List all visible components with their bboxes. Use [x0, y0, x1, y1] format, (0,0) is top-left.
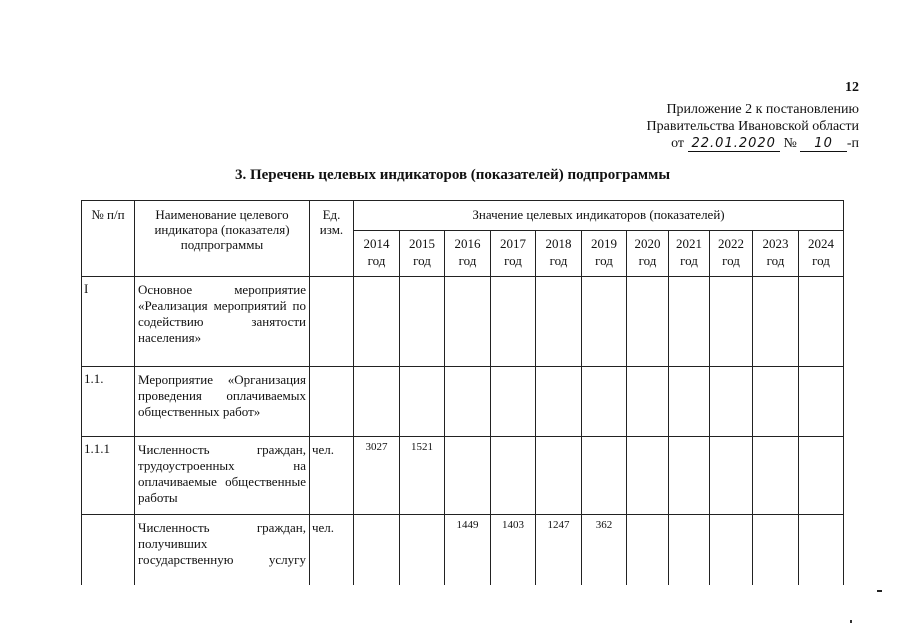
header-values: Значение целевых индикаторов (показателей) — [354, 201, 844, 231]
indicator-unit — [310, 277, 354, 367]
year-header — [582, 231, 627, 277]
year-label: 2024 — [808, 236, 834, 251]
indicator-name: Основное мероприятие «Реализация мероприятий по содействию занятости населения» — [135, 277, 310, 367]
indicator-value — [753, 437, 799, 515]
indicator-value — [669, 277, 710, 367]
indicator-value — [400, 515, 445, 585]
year-label: 2015 — [409, 236, 435, 251]
year-unit: год — [367, 253, 386, 268]
header-num: № п/п — [82, 201, 135, 277]
year-header — [445, 231, 491, 277]
indicator-value — [627, 367, 669, 437]
indicator-value — [627, 437, 669, 515]
appendix-line2: Правительства Ивановской области — [646, 119, 859, 134]
indicator-value — [354, 515, 400, 585]
year-label: 2022 — [718, 236, 744, 251]
year-header — [753, 231, 799, 277]
indicator-value — [753, 367, 799, 437]
table-body — [82, 277, 844, 585]
appendix-from-label: от — [671, 136, 684, 151]
indicator-value — [536, 277, 582, 367]
indicator-value: 1247 — [536, 515, 582, 585]
year-unit: год — [458, 253, 477, 268]
indicator-name: Численность граждан, получивших государственную услугу — [135, 515, 310, 585]
indicator-value — [799, 277, 844, 367]
year-unit: год — [680, 253, 698, 268]
appendix-block — [647, 101, 859, 152]
indicator-value: 1449 — [445, 515, 491, 585]
appendix-line1: Приложение 2 к постановлению — [666, 102, 859, 117]
year-label: 2021 — [676, 236, 702, 251]
year-unit: год — [722, 253, 740, 268]
indicator-value — [400, 367, 445, 437]
section-title: 3. Перечень целевых индикаторов (показателей) подпрограммы — [234, 167, 671, 183]
indicator-value — [445, 277, 491, 367]
indicator-value — [491, 277, 536, 367]
row-number: 1.1.1 — [82, 437, 135, 515]
scan-mark — [877, 590, 882, 592]
indicator-value — [582, 277, 627, 367]
indicator-unit — [310, 367, 354, 437]
indicator-value — [445, 367, 491, 437]
indicator-value — [669, 515, 710, 585]
year-unit: год — [766, 253, 785, 268]
indicator-value — [354, 367, 400, 437]
year-unit: год — [595, 253, 613, 268]
indicator-name: Численность граждан, трудоустроенных на оплачиваемые общественные работы — [135, 437, 310, 515]
year-label: 2020 — [634, 236, 661, 251]
table-row — [82, 277, 844, 367]
year-header — [536, 231, 582, 277]
year-unit: год — [549, 253, 568, 268]
year-unit: год — [504, 253, 522, 268]
indicator-value — [627, 515, 669, 585]
header-row — [82, 201, 844, 231]
table-row — [82, 437, 844, 515]
indicator-value — [491, 367, 536, 437]
header-unit: Ед. изм. — [310, 201, 354, 277]
indicator-unit: чел. — [310, 515, 354, 585]
indicator-value: 362 — [582, 515, 627, 585]
year-label: 2016 — [454, 236, 481, 251]
year-label: 2018 — [545, 236, 572, 251]
indicator-value — [400, 277, 445, 367]
indicator-value: 1403 — [491, 515, 536, 585]
indicator-value — [491, 437, 536, 515]
year-unit: год — [812, 253, 830, 268]
indicator-value — [710, 367, 753, 437]
year-header — [627, 231, 669, 277]
indicator-value — [582, 437, 627, 515]
indicator-value — [710, 515, 753, 585]
year-unit: год — [638, 253, 657, 268]
indicator-value: 3027 — [354, 437, 400, 515]
scan-mark — [850, 620, 852, 623]
appendix-number-label: № — [783, 136, 797, 151]
year-header — [669, 231, 710, 277]
appendix-line3 — [647, 135, 859, 152]
year-label: 2017 — [500, 236, 526, 251]
indicator-value — [799, 437, 844, 515]
year-label: 2019 — [591, 236, 617, 251]
year-unit: год — [413, 253, 431, 268]
appendix-number: 10 — [800, 136, 847, 152]
indicator-value — [710, 277, 753, 367]
indicator-value — [799, 367, 844, 437]
row-number: 1.1. — [82, 367, 135, 437]
indicator-value: 1521 — [400, 437, 445, 515]
indicator-value — [536, 367, 582, 437]
indicator-value — [627, 277, 669, 367]
indicator-value — [445, 437, 491, 515]
year-label: 2023 — [762, 236, 789, 251]
year-label: 2014 — [363, 236, 390, 251]
indicators-table — [81, 200, 844, 585]
year-header — [491, 231, 536, 277]
indicator-value — [354, 277, 400, 367]
indicator-value — [799, 515, 844, 585]
table-row — [82, 367, 844, 437]
year-header — [354, 231, 400, 277]
indicator-value — [753, 277, 799, 367]
appendix-suffix: -п — [846, 136, 859, 151]
row-number: I — [82, 277, 135, 367]
page-number: 12 — [845, 80, 859, 95]
indicator-value — [669, 367, 710, 437]
header-name: Наименование целевого индикатора (показателя) подпрограммы — [135, 201, 310, 277]
row-number — [82, 515, 135, 585]
appendix-date: 22.01.2020 — [688, 136, 780, 152]
indicator-name: Мероприятие «Организация проведения оплачиваемых общественных работ» — [135, 367, 310, 437]
table-row — [82, 515, 844, 585]
indicator-value — [582, 367, 627, 437]
indicator-value — [669, 437, 710, 515]
year-header — [710, 231, 753, 277]
year-header — [799, 231, 844, 277]
indicator-unit: чел. — [310, 437, 354, 515]
indicator-value — [753, 515, 799, 585]
year-header — [400, 231, 445, 277]
indicator-value — [536, 437, 582, 515]
indicator-value — [710, 437, 753, 515]
